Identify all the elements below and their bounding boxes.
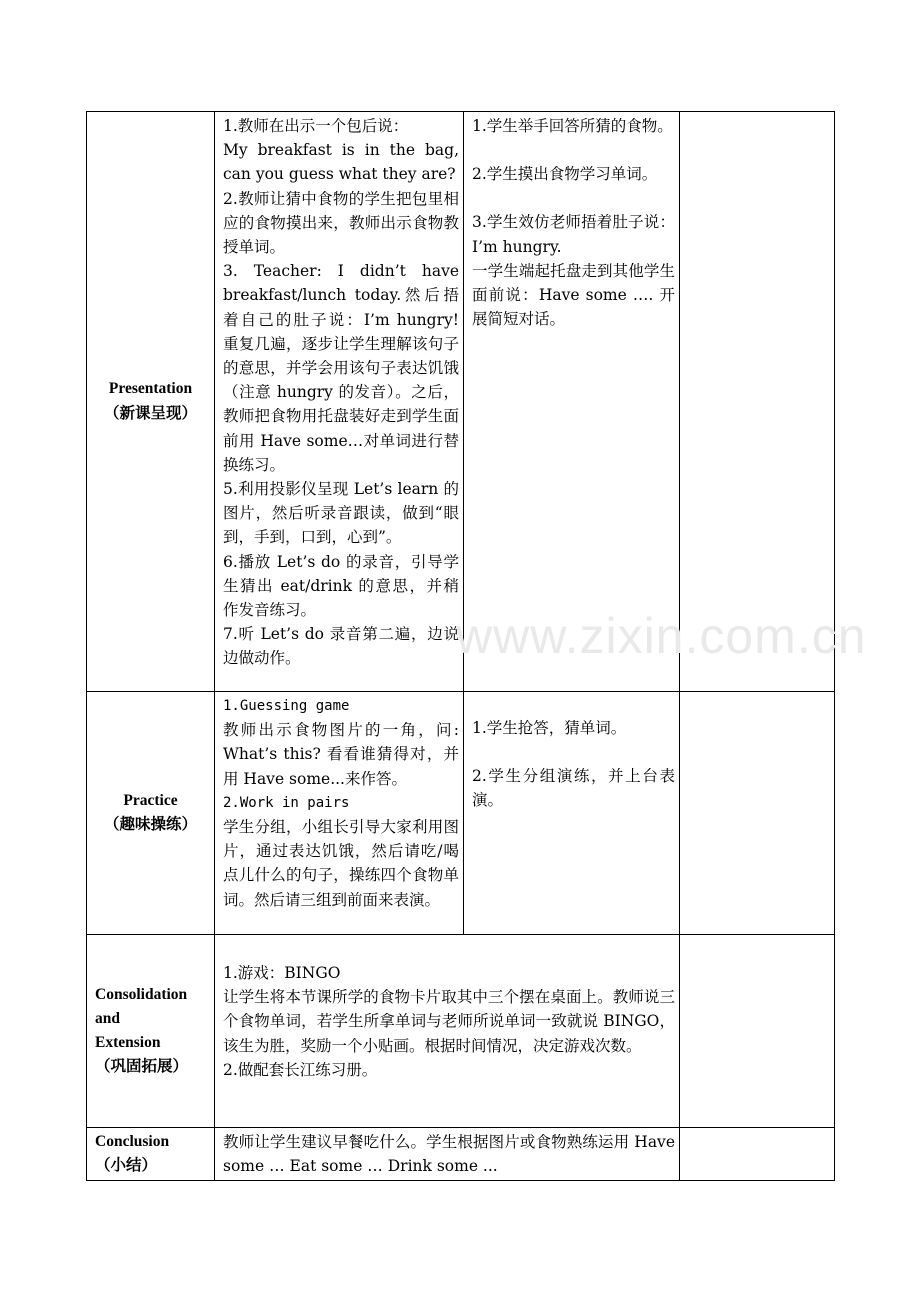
teacher-step: 7.听 Let’s do 录音第二遍，边说边做动作。 [223,625,459,668]
stage-en: and [95,1009,120,1027]
notes-conclusion [680,1128,835,1181]
student-activity-presentation [464,112,680,692]
stage-conclusion [87,1128,215,1181]
activity-step: 1.游戏：BINGO [223,964,341,982]
teacher-step: 1.教师在出示一个包后说： [223,117,409,135]
teacher-step: 3. Teacher: I didn’t have breakfast/lunch today.然后捂着自己的肚子说：I’m hungry! 重复几遍，逐步让学生理解该句子的意思，并学会用该句子表达饥饿（注意 hungry 的发音）。之后，教师把食物用托盘装好走到学生面前用 Have some…对单词进行替换练习。 [223,262,459,474]
teacher-step: My breakfast is in the bag, can you guess what they are? [223,141,459,184]
stage-presentation [87,112,215,692]
stage-consolidation [87,935,215,1128]
teacher-activity-practice [215,692,464,935]
teacher-step: 6.播放 Let’s do 的录音，引导学生猜出 eat/drink 的意思，并稍作发音练习。 [223,552,459,620]
stage-en: Practice [123,791,178,809]
stage-en: Extension [95,1034,161,1051]
teacher-step: 5.利用投影仪呈现 Let’s learn 的图片，然后听录音跟读，做到“眼到，手到，口到，心到”。 [223,480,459,547]
row-conclusion [87,1128,835,1181]
row-consolidation [87,935,835,1128]
teacher-step: 2.教师让猜中食物的学生把包里相应的食物摸出来，教师出示食物教授单词。 [223,189,459,257]
stage-en: Conclusion [95,1133,170,1150]
row-practice [87,692,835,935]
teacher-step: 1.Guessing game [223,698,350,714]
stage-en: Presentation [108,380,193,398]
teacher-step: 学生分组，小组长引导大家利用图片，通过表达饥饿，然后请吃/喝点儿什么的句子，操练四个食物单词。然后请三组到前面来表演。 [223,818,459,909]
activity-consolidation [215,935,680,1128]
notes-practice [680,692,835,935]
notes-presentation [680,112,835,692]
teacher-step: 教师出示食物图片的一角，问: What’s this? 看看谁猜得对，并用 Have some...来作答。 [223,721,459,788]
stage-en: Consolidation [95,985,188,1003]
activity-step: 教师让学生建议早餐吃什么。学生根据图片或食物熟练运用 Have some … Eat some … Drink some ... [223,1133,675,1176]
student-step: 1.学生举手回答所猜的食物。 [472,117,673,135]
student-activity-practice [464,692,680,935]
student-step: 3.学生效仿老师捂着肚子说：I’m hungry. [472,213,675,256]
activity-step: 让学生将本节课所学的食物卡片取其中三个摆在桌面上。教师说三个食物单词，若学生所拿单词与老师所说单词一致就说 BINGO，该生为胜，奖励一个小贴画。根据时间情况，决定游戏次数。 [223,988,675,1055]
activity-conclusion [215,1128,680,1181]
stage-cn: （小结） [95,1157,158,1175]
stage-cn: （巩固拓展） [95,1058,189,1076]
teacher-step: 2.Work in pairs [223,794,350,811]
student-step: 2.学生分组演练，并上台表演。 [472,767,675,810]
stage-cn: （趣味操练） [103,816,197,833]
student-step: 1.学生抢答，猜单词。 [472,719,627,737]
row-presentation [87,112,835,692]
student-step: 一学生端起托盘走到其他学生面前说：Have some …. 开展简短对话。 [472,261,675,329]
notes-consolidation [680,935,835,1128]
stage-cn: （新课呈现） [103,404,197,422]
stage-practice [87,692,215,935]
teacher-activity-presentation [215,112,464,692]
activity-step: 2.做配套长江练习册。 [223,1060,378,1079]
watermark: www.zixin.com.cn [456,608,867,664]
lesson-plan-table [86,111,835,1181]
student-step: 2.学生摸出食物学习单词。 [472,165,658,184]
